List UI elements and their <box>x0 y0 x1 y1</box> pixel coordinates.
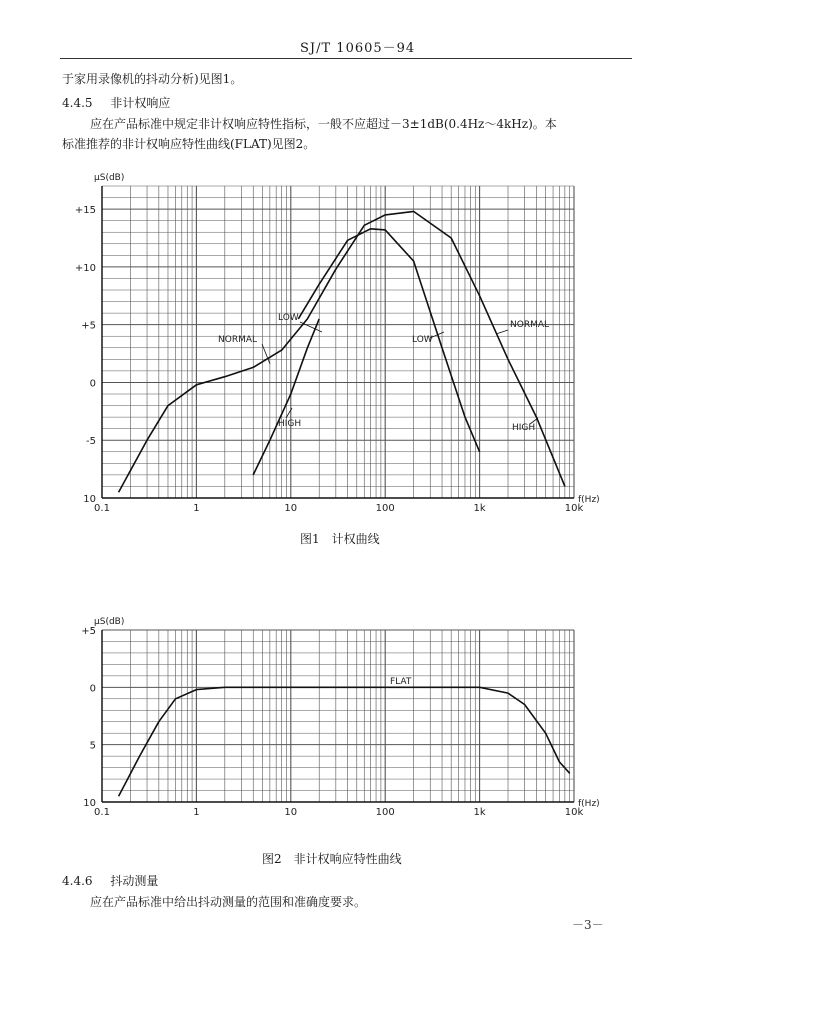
y-tick-label: 10 <box>83 494 96 505</box>
section-4-4-6-heading <box>62 872 158 889</box>
y-axis-label: μS(dB) <box>94 173 125 183</box>
annotation-leader <box>496 330 508 334</box>
chart-grid <box>102 186 574 498</box>
text-line-continuation: 于家用录像机的抖动分析)见图1。 <box>62 72 243 86</box>
paragraph-4-4-5-line2: 标准推荐的非计权响应特性曲线(FLAT)见图2。 <box>62 137 316 151</box>
figure1-caption: 图1 计权曲线 <box>300 532 380 546</box>
paragraph-4-4-5-line1: 应在产品标准中规定非计权响应特性指标，一般不应超过－3±1dB(0.4Hz～4kHz)。本 <box>90 117 557 131</box>
y-tick-label: 0 <box>89 378 96 390</box>
y-tick-label: +5 <box>81 626 96 637</box>
y-tick-label: +5 <box>81 320 96 332</box>
x-tick-label: 100 <box>375 807 395 818</box>
x-tick-label: 1k <box>473 503 486 514</box>
x-tick-label: 1k <box>473 807 486 818</box>
curve-annotation-low: LOW <box>412 335 433 345</box>
series-line-normal <box>119 211 565 492</box>
curve-annotation-normal: NORMAL <box>510 320 550 330</box>
curve-annotation-low: LOW <box>278 313 299 323</box>
section-number: 4.4.5 <box>62 96 93 110</box>
x-tick-label: 10k <box>564 807 584 818</box>
curve-annotation-flat: FLAT <box>390 677 412 687</box>
annotation-leader <box>300 322 322 332</box>
page-number: －3－ <box>572 918 604 932</box>
section-4-4-5-heading <box>62 94 170 111</box>
y-tick-label: +10 <box>74 262 96 274</box>
y-tick-label: 10 <box>83 798 96 809</box>
x-axis-label: f(Hz) <box>578 495 600 505</box>
y-tick-label: +15 <box>74 205 96 217</box>
figure2-caption: 图2 非计权响应特性曲线 <box>262 852 402 866</box>
x-tick-label: 10 <box>284 503 298 514</box>
curve-annotation-high: HIGH <box>512 423 536 433</box>
section-title: 非计权响应 <box>110 96 171 110</box>
curve-annotation-normal: NORMAL <box>218 335 258 345</box>
paragraph-4-4-6: 应在产品标准中给出抖动测量的范围和准确度要求。 <box>90 895 367 909</box>
x-tick-label: 1 <box>193 807 200 818</box>
x-tick-label: 100 <box>375 503 395 514</box>
figure2-flat-chart <box>60 616 640 836</box>
x-axis-label: f(Hz) <box>578 799 600 809</box>
x-tick-label: 0.1 <box>94 503 110 514</box>
x-tick-label: 1 <box>193 503 200 514</box>
header-rule <box>60 58 632 59</box>
y-axis-label: μS(dB) <box>94 617 125 627</box>
x-tick-label: 10 <box>284 807 298 818</box>
y-tick-label: 5 <box>89 740 96 752</box>
document-header-code: SJ/T 10605－94 <box>300 41 416 56</box>
chart-grid <box>102 630 574 802</box>
series-line-low <box>298 229 479 452</box>
series-line-flat <box>119 687 570 796</box>
x-tick-label: 0.1 <box>94 807 110 818</box>
section-title: 抖动测量 <box>110 874 159 888</box>
y-tick-label: -5 <box>86 436 96 448</box>
figure1-weighting-chart <box>60 172 640 522</box>
curve-annotation-high: HIGH <box>278 419 302 429</box>
section-number: 4.4.6 <box>62 874 93 888</box>
x-tick-label: 10k <box>564 503 584 514</box>
y-tick-label: 0 <box>89 683 96 695</box>
